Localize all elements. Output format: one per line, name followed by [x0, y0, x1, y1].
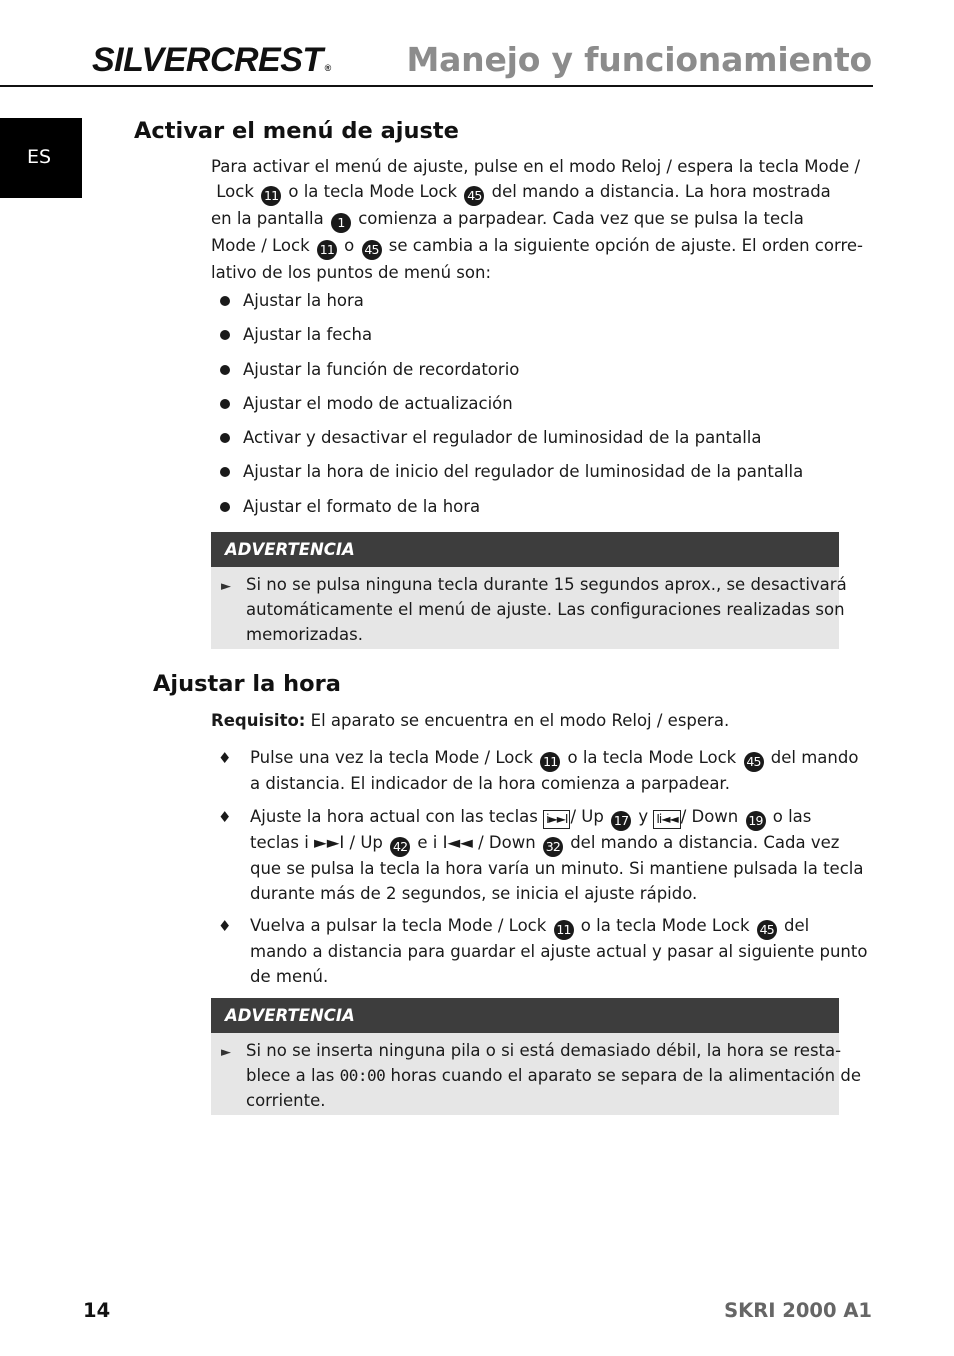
- ref-number-badge: 45: [757, 920, 777, 940]
- bullet-icon: [220, 433, 230, 443]
- diamond-bullet-icon: ♦: [218, 749, 232, 767]
- ref-number-badge: 1: [331, 213, 351, 233]
- step-2: ♦ Ajuste la hora actual con las teclas i►►I / Up 17 y Ii◄◄ / Down 19 o las teclas i ►►I / Up 42 e i I◄◄ / Down 32 del mando a distancia. Cada vez que se pulsa la tecla la hora varía un minuto. Si mantiene pulsada la tecla durante más de 2 segundos, se inicia el ajuste rápido.: [218, 807, 864, 903]
- ref-number-badge: 45: [464, 186, 484, 206]
- list-item: Ajustar la hora: [216, 288, 803, 322]
- warning-box: [211, 998, 861, 1115]
- brand-logo: SILVERCREST ®: [92, 41, 331, 79]
- ref-number-badge: 19: [746, 811, 766, 831]
- section-heading-activate-menu: Activar el menú de ajuste: [134, 118, 459, 144]
- pointer-triangle-icon: ►: [221, 579, 231, 594]
- ref-number-badge: 11: [540, 752, 560, 772]
- ref-number-badge: 32: [543, 837, 563, 857]
- ref-number-badge: 45: [362, 240, 382, 260]
- segment-time-display: 00:00: [339, 1065, 386, 1085]
- list-item: Ajustar el modo de actualización: [216, 391, 803, 425]
- next-key-icon: i►►I: [543, 810, 570, 829]
- list-item: Ajustar el formato de la hora: [216, 494, 803, 528]
- prev-key-icon: Ii◄◄: [653, 810, 680, 829]
- ref-number-badge: 11: [554, 920, 574, 940]
- list-item: Ajustar la fecha: [216, 322, 803, 356]
- warning-body: ► Si no se inserta ninguna pila o si está demasiado débil, la hora se resta- blece a las 00:00 horas cuando el aparato se separa de la alimentación de corriente.: [221, 1041, 861, 1110]
- list-item: Ajustar la función de recordatorio: [216, 357, 803, 391]
- page-number: 14: [83, 1299, 111, 1322]
- page-header-title: Manejo y funcionamiento: [406, 40, 872, 79]
- ref-number-badge: 17: [611, 811, 631, 831]
- bullet-icon: [220, 365, 230, 375]
- pointer-triangle-icon: ►: [221, 1045, 231, 1060]
- language-tab: ES: [0, 118, 82, 198]
- bullet-icon: [220, 467, 230, 477]
- section-heading-set-time: Ajustar la hora: [153, 671, 341, 697]
- step-3: ♦ Vuelva a pulsar la tecla Mode / Lock 11 o la tecla Mode Lock 45 del mando a distancia para guardar el ajuste actual y pasar al siguiente punto de menú.: [218, 916, 868, 986]
- bullet-icon: [220, 296, 230, 306]
- bullet-icon: [220, 502, 230, 512]
- warning-title: ADVERTENCIA: [211, 998, 839, 1033]
- diamond-bullet-icon: ♦: [218, 917, 232, 935]
- ref-number-badge: 42: [390, 837, 410, 857]
- step-1: ♦ Pulse una vez la tecla Mode / Lock 11 o la tecla Mode Lock 45 del mando a distancia. El indicador de la hora comienza a parpadear.: [218, 748, 859, 793]
- ref-number-badge: 11: [317, 240, 337, 260]
- model-name: SKRI 2000 A1: [724, 1299, 872, 1322]
- bullet-icon: [220, 330, 230, 340]
- bullet-icon: [220, 399, 230, 409]
- warning-title: ADVERTENCIA: [211, 532, 839, 567]
- list-item: Ajustar la hora de inicio del regulador de luminosidad de la pantalla: [216, 459, 803, 493]
- menu-items-list: [216, 288, 803, 528]
- warning-box: [211, 532, 847, 649]
- ref-number-badge: 11: [261, 186, 281, 206]
- diamond-bullet-icon: ♦: [218, 808, 232, 826]
- requirement-line: Requisito: El aparato se encuentra en el modo Reloj / espera.: [211, 711, 730, 730]
- header-divider: [0, 85, 873, 87]
- ref-number-badge: 45: [744, 752, 764, 772]
- intro-paragraph: Para activar el menú de ajuste, pulse en el modo Reloj / espera la tecla Mode / Lock 11 o la tecla Mode Lock 45 del mando a distancia. La hora mostrada en la pantalla 1 comienza a parpadear. Cada vez que se pulsa la tecla Mode / Lock 11 o 45 se cambia a la siguiente opción de ajuste. El orden corre- lativo de los puntos de menú son:: [211, 157, 863, 283]
- warning-body: ► Si no se pulsa ninguna tecla durante 15 segundos aprox., se desactivará automáticamente el menú de ajuste. Las configuraciones realizadas son memorizadas.: [221, 575, 847, 644]
- list-item: Activar y desactivar el regulador de luminosidad de la pantalla: [216, 425, 803, 459]
